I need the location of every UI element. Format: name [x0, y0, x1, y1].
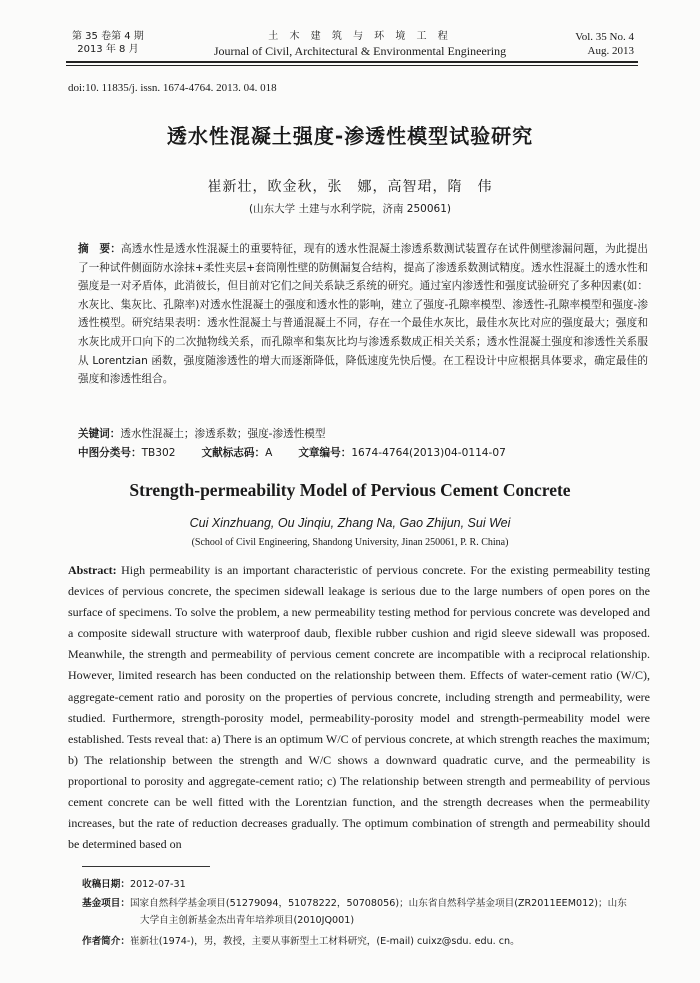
article-no-value: 1674-4764(2013)04-0114-07 [351, 447, 506, 459]
footnote-fund [82, 895, 652, 929]
footnote-rule [82, 866, 210, 867]
title-en: Strength-permeability Model of Pervious Cement Concrete [129, 480, 571, 500]
header-rule-thin [66, 65, 638, 66]
journal-volume-issue [72, 30, 144, 56]
keywords-cn-text: 透水性混凝土；渗透系数；强度-渗透性模型 [120, 428, 326, 440]
classification-line [78, 445, 506, 460]
received-value: 2012-07-31 [129, 879, 186, 890]
doc-code-label: 文献标志码： [201, 447, 266, 459]
abstract-cn-label: 摘 要： [78, 243, 122, 255]
author-bio-label: 作者简介： [82, 936, 130, 947]
journal-name [170, 30, 550, 58]
abstract-cn [78, 240, 648, 389]
authors-en: Cui Xinzhuang, Ou Jinqiu, Zhang Na, Gao Zhijun, Sui Wei [189, 516, 511, 530]
affiliation-en: (School of Civil Engineering, Shandong University, Jinan 250061, P. R. China) [191, 537, 509, 548]
doc-code-value: A [265, 447, 273, 459]
doi: doi:10. 11835/j. issn. 1674-4764. 2013. 04. 018 [68, 82, 277, 94]
fund-line2: 大学自主创新基金杰出青年培养项目(2010JQ001) [140, 915, 355, 926]
keywords-cn [78, 426, 325, 441]
affiliation-cn: (山东大学 土建与水利学院，济南 250061) [249, 203, 451, 215]
clc-label: 中图分类号： [78, 447, 142, 459]
volume-issue-line: 第 35 卷第 4 期 [72, 31, 144, 42]
month-year-line: Aug. 2013 [587, 45, 634, 57]
footnote-author [82, 933, 652, 950]
keywords-cn-label: 关键词： [78, 428, 121, 440]
received-label: 收稿日期： [82, 879, 130, 890]
authors-cn: 崔新壮，欧金秋，张 娜，高智珺，隋 伟 [207, 179, 493, 195]
author-bio-value: 崔新壮(1974-)，男，教授，主要从事新型土工材料研究，(E-mail) cuixz@sdu. edu. cn。 [129, 936, 520, 947]
fund-label: 基金项目： [82, 898, 130, 909]
journal-name-cn: 土 木 建 筑 与 环 境 工 程 [268, 31, 452, 42]
abstract-cn-text: 高透水性是透水性混凝土的重要特征，现有的透水性混凝土渗透系数测试装置存在试件侧壁渗漏问题，为此提出了一种试件侧面防水涂抹+柔性夹层+套筒刚性壁的防侧漏复合结构，提高了渗透系数测试精度。透水性混凝土的透水性和强度是一对矛盾体，此消彼长，但目前对它们之间关系缺乏系统的研究。通过室内渗透性和强度试验研究了多种因素(如：水灰比、集灰比、孔隙率)对透水性混凝土的强度和透水性的影响，建立了强度-孔隙率模型、渗透性-孔隙率模型和强度-渗透性模型。研究结果表明：透水性混凝土与普通混凝土不同，存在一个最佳水灰比，最佳水灰比对应的强度最大；强度和水灰比成开口向下的二次抛物线关系，而孔隙率和集灰比均与渗透系数成正相关关系；透水性混凝土强度和渗透性关系服从 Lorentzian 函数，强度随渗透性的增大而逐渐降低，降低速度先快后慢。在工程设计中应根据具体要求，确定最佳的强度和渗透性组合。 [78, 243, 648, 386]
footnote-received [82, 876, 652, 893]
vol-no-line: Vol. 35 No. 4 [575, 31, 634, 43]
fund-line1: 国家自然科学基金项目(51279094，51078222，50708056)；山东省自然科学基金项目(ZR2011EEM012)；山东 [129, 898, 627, 909]
journal-name-en: Journal of Civil, Architectural & Environmental Engineering [213, 44, 507, 58]
clc-value: TB302 [141, 447, 176, 459]
title-cn: 透水性混凝土强度-渗透性模型试验研究 [166, 124, 534, 148]
date-line: 2013 年 8 月 [77, 44, 139, 55]
abstract-en [68, 560, 650, 855]
article-no-label: 文章编号： [298, 447, 352, 459]
journal-vol-en [575, 30, 634, 58]
header-rule-thick [66, 61, 638, 63]
abstract-en-text: High permeability is an important characteristic of pervious concrete. For the existing permeability testing devices of pervious concrete, the specimen sidewall leakage is serious due to the large numbers of open pores on the surface of specimens. To solve the problem, a new permeability testing method for pervious concrete was developed and a composite sidewall structure with waterproof daub, flexible rubber cushion and rigid sleeve sidewall was proposed. Meanwhile, the strength and permeability of pervious cement concrete are incompatible with a reciprocal relationship. However, limited research has been conducted on the relationship between them. Effects of water-cement ratio (W/C), aggregate-cement ratio and porosity on the properties of pervious concrete, including strength and permeability, were studied. Furthermore, strength-porosity model, permeability-porosity model and strength-permeability model were established. Tests reveal that: a) There is an optimum W/C of pervious concrete, at which strength reaches the maximum; b) The relationship between the strength and W/C shows a downward quadratic curve, and the permeability is proportional to porosity and aggregate-cement ratio; c) The relationship between strength and permeability of pervious cement concrete can be well fitted with the Lorentzian function, and the strength decreases when the permeability increases, but the rate of reduction decreases gradually. The optimum combination of strength and permeability should be determined based on [68, 563, 650, 852]
abstract-en-label: Abstract: [68, 563, 117, 577]
